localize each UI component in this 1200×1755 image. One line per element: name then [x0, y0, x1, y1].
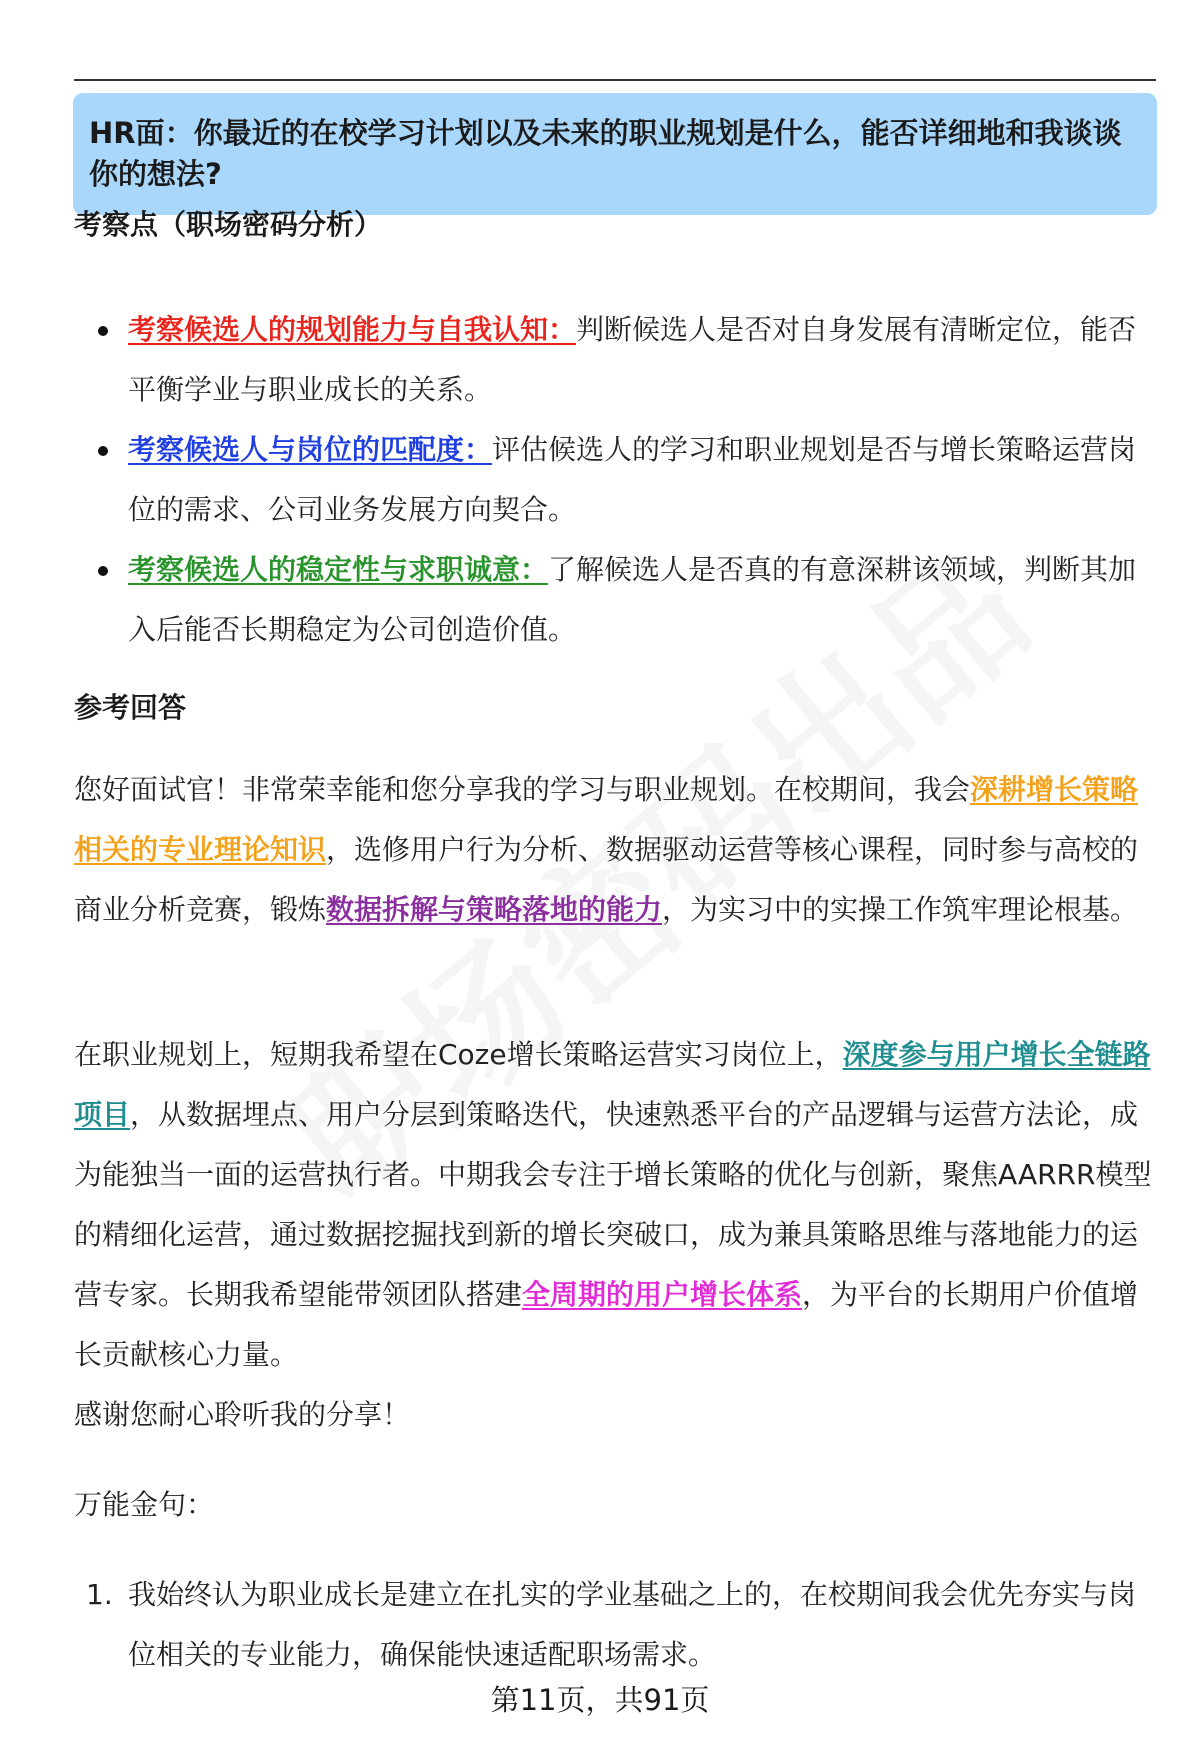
p2-text-a: 在职业规划上，短期我希望在Coze增长策略运营实习岗位上， [74, 1038, 843, 1071]
page-footer: 第11页，共91页 [490, 1683, 710, 1717]
thanks-text: 感谢您耐心聆听我的分享！ [74, 1398, 411, 1431]
point-item [74, 540, 1159, 660]
p2-text-b: ，从数据埋点、用户分层到策略迭代，快速熟悉平台的产品逻辑与运营方法论，成为能独当一面的运营执行者。中期我会专注于增长策略的优化与创新，聚焦AARRR模型的精细化运营，通过数据挖掘找到新的增长突破口，成为兼具策略思维与落地能力的运营专家。长期我希望能带领团队搭建 [74, 1098, 1152, 1311]
bullet-dot [98, 446, 108, 456]
p2-text-c: ，为平台的长期用户价值增长贡献核心力量。 [74, 1278, 1139, 1371]
golden-text: 我始终认为职业成长是建立在扎实的学业基础之上的，在校期间我会优先夯实与岗位相关的专业能力，确保能快速适配职场需求。 [128, 1578, 1137, 1671]
section-title-analysis: 考察点（职场密码分析） [74, 208, 383, 241]
section-title-answer: 参考回答 [74, 691, 187, 724]
point-item [74, 300, 1159, 420]
answer-paragraph-2 [74, 1025, 1160, 1385]
bullet-dot [98, 326, 108, 336]
point-label: 考察候选人的规划能力与自我认知： [128, 313, 577, 346]
golden-item [74, 1565, 1159, 1685]
point-label: 考察候选人的稳定性与求职诚意： [128, 553, 549, 586]
golden-title: 万能金句： [74, 1488, 215, 1521]
p1-text-c: ，为实习中的实操工作筑牢理论根基。 [662, 893, 1139, 926]
point-text: 评估候选人的学习和职业规划是否与增长策略运营岗位的需求、公司业务发展方向契合。 [128, 433, 1137, 526]
question-box [73, 93, 1157, 215]
p1-text-b: ，选修用户行为分析、数据驱动运营等核心课程，同时参与高校的商业分析竞赛，锻炼 [74, 833, 1139, 926]
answer-paragraph-1 [74, 760, 1160, 940]
p2-highlight-1: 深度参与用户增长全链路项目 [74, 1038, 1151, 1131]
p1-highlight-2: 数据拆解与策略落地的能力 [326, 893, 663, 926]
analysis-points [74, 300, 1159, 660]
p1-text-a: 您好面试官！非常荣幸能和您分享我的学习与职业规划。在校期间，我会 [74, 773, 971, 806]
bullet-dot [98, 566, 108, 576]
point-text: 了解候选人是否真的有意深耕该领域，判断其加入后能否长期稳定为公司创造价值。 [128, 553, 1137, 646]
golden-number: 1. [86, 1578, 113, 1611]
point-label: 考察候选人与岗位的匹配度： [128, 433, 493, 466]
point-text: 判断候选人是否对自身发展有清晰定位，能否平衡学业与职业成长的关系。 [128, 313, 1137, 406]
golden-list [74, 1565, 1159, 1685]
p2-highlight-2: 全周期的用户增长体系 [522, 1278, 803, 1311]
p1-highlight-1: 深耕增长策略相关的专业理论知识 [74, 773, 1139, 866]
question-text: HR面：你最近的在校学习计划以及未来的职业规划是什么，能否详细地和我谈谈你的想法? [89, 116, 1122, 191]
point-item [74, 420, 1159, 540]
top-rule [74, 79, 1156, 81]
